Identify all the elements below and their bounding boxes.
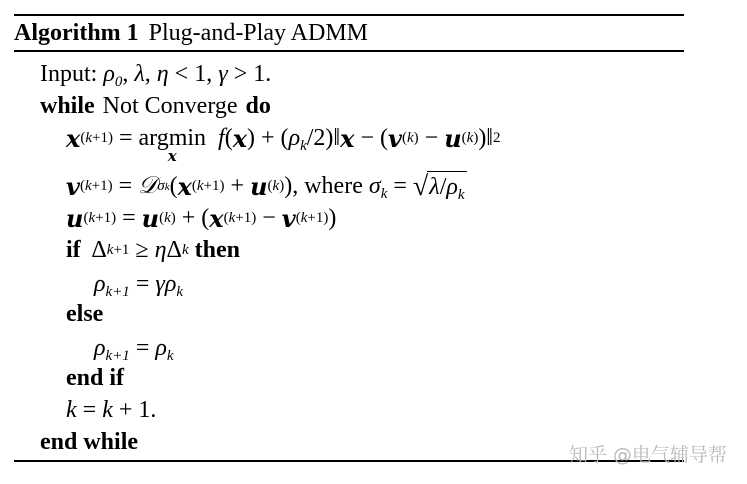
end-while-keyword: end while [40, 428, 139, 455]
algorithm-label: Algorithm 1 [14, 19, 139, 46]
while-line [40, 90, 271, 122]
else-line [66, 298, 103, 330]
algorithm-title [14, 16, 368, 50]
where-text: where [304, 172, 363, 199]
do-keyword: do [245, 92, 271, 119]
x-update-line: x (k+1) = argmin x f ( x ) + ( $\rho_k$ /2)‖ x − ( v (k) − u (k) )‖ 2 [66, 123, 501, 165]
if-keyword: if [66, 236, 81, 263]
header-rule [14, 50, 684, 52]
then-keyword: then [194, 236, 240, 263]
v-update-line: v (k+1) = 𝒟 σk ( x (k+1) + u (k) ), where $\sigma_k$ = √ $\lambda/\rho_k$ [66, 171, 465, 203]
else-keyword: else [66, 300, 104, 327]
argmin-variable: x [167, 146, 177, 165]
sqrt-symbol: √ $\lambda/\rho_k$ [412, 171, 465, 203]
rho-keep-line: $\rho_{k+1}$ = $\rho_k$ [94, 334, 174, 364]
rho-increase-line: $\rho_{k+1}$ = $\gamma\rho_k$ [94, 270, 184, 300]
end-if-keyword: end if [66, 364, 125, 391]
watermark: 知乎 @电气辅导帮 [568, 444, 727, 466]
argmin-operator: argmin x [138, 124, 207, 165]
u-update-line: u (k+1) = u (k) + ( x (k+1) − v (k+1) ) [66, 203, 337, 233]
algorithm-name: Plug-and-Play ADMM [148, 19, 368, 46]
k-increment-line: k = k + 1. [66, 396, 157, 423]
if-line: if Δ k+1 ≥ η Δ k then [66, 236, 240, 263]
end-while-line [40, 426, 138, 458]
while-keyword: while [40, 92, 95, 119]
input-label: Input: [40, 60, 98, 87]
end-if-line [66, 362, 124, 394]
input-line: Input: $\rho_0$ , λ , η < 1, γ > 1. [40, 60, 272, 90]
while-condition: Not Converge [102, 92, 238, 119]
